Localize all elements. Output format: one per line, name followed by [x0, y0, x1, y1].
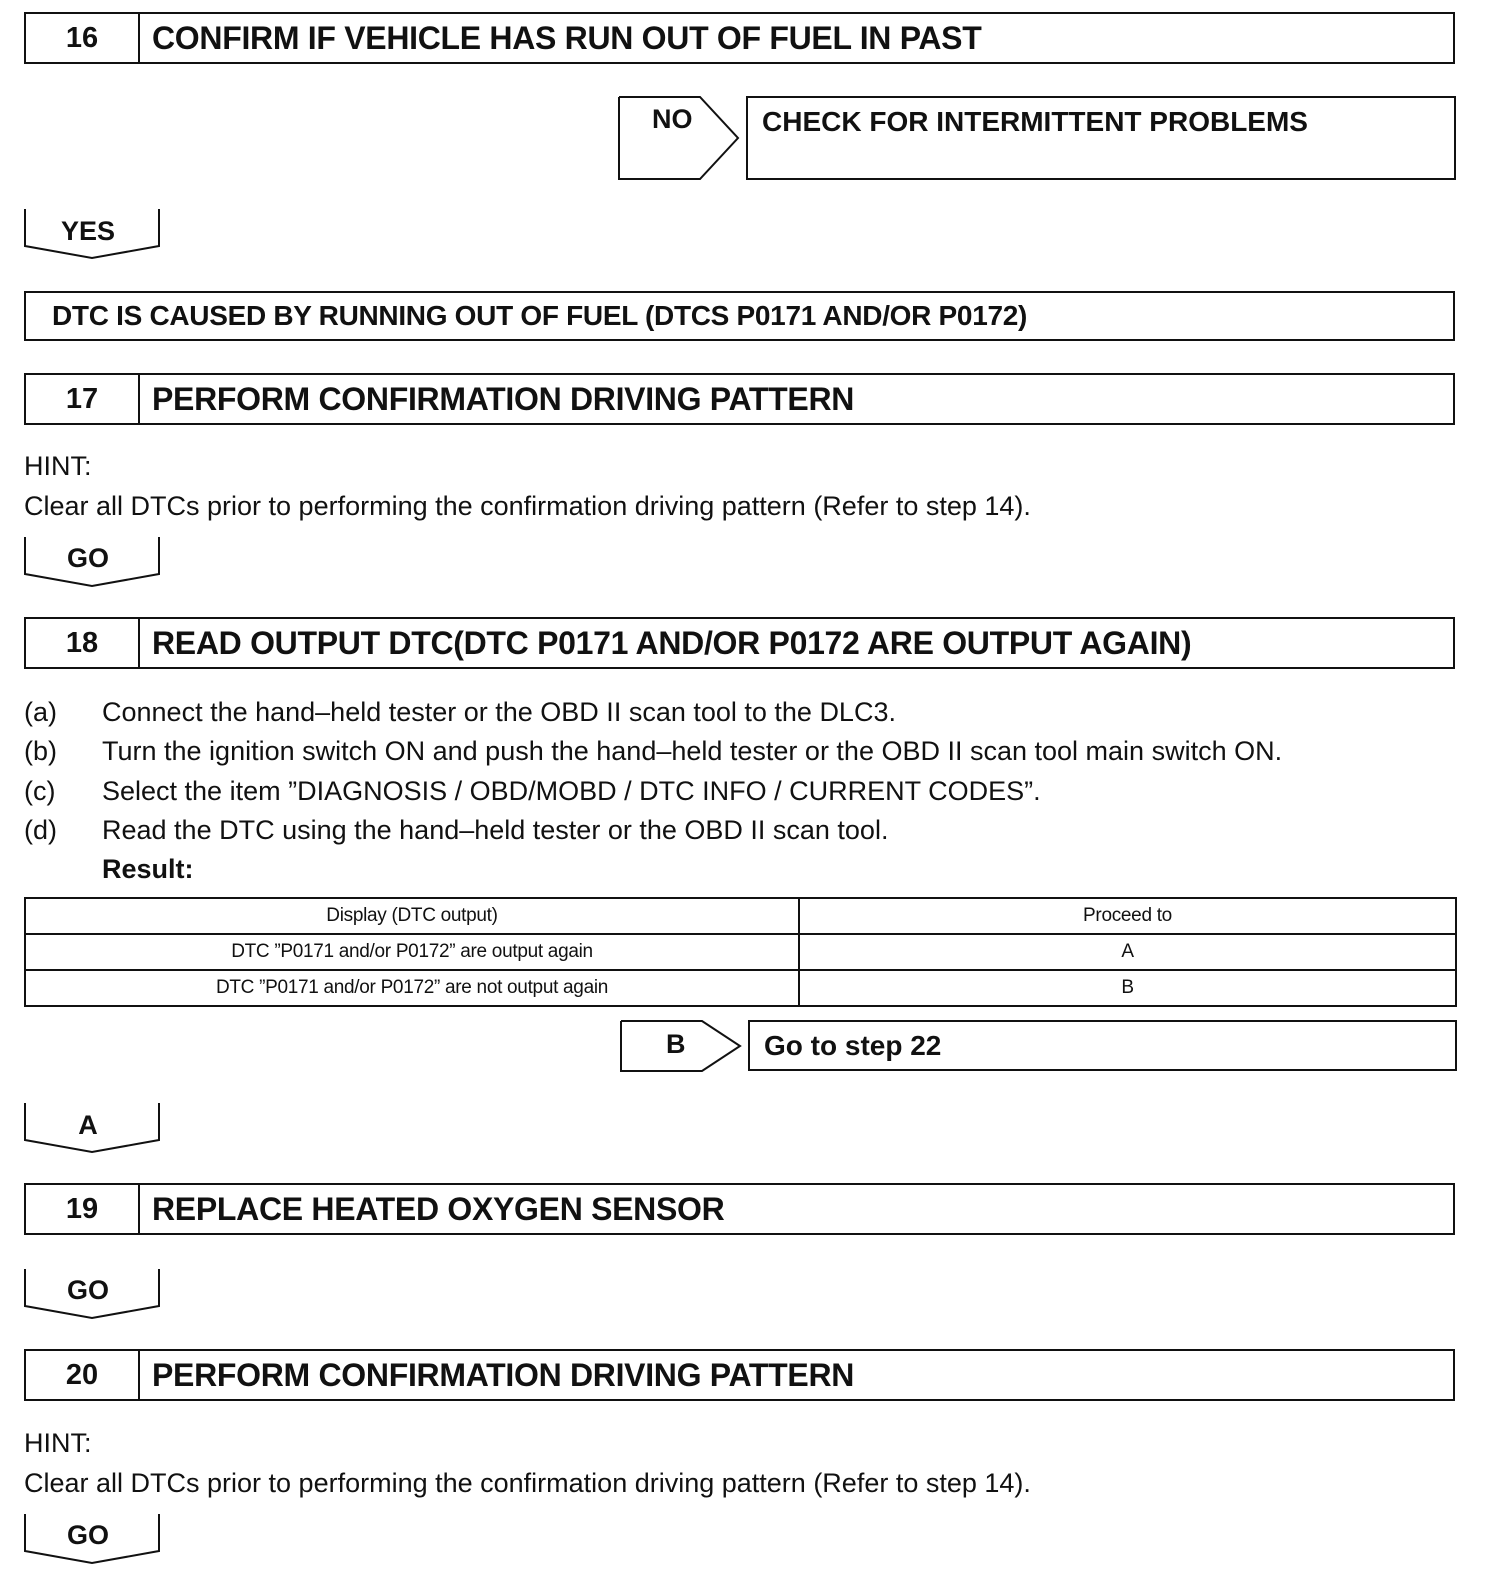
step-number: 17 [26, 375, 140, 423]
list-item-label: (a) [24, 697, 57, 727]
list-item-text: Read the DTC using the hand–held tester or the OBD II scan tool. [102, 815, 889, 845]
step-18-header [24, 617, 1455, 669]
table-header: Display (DTC output) [25, 898, 799, 934]
table-row [25, 970, 1456, 1006]
table-cell: DTC ”P0171 and/or P0172” are output again [25, 934, 799, 970]
list-item [24, 815, 888, 846]
list-item [24, 736, 1282, 767]
list-item-label: (c) [24, 776, 56, 806]
branch-label: A [78, 1110, 98, 1140]
go-label: GO [66, 1275, 109, 1305]
step-title: PERFORM CONFIRMATION DRIVING PATTERN [152, 380, 855, 417]
go-down-arrow [24, 1513, 162, 1565]
step-19-header [24, 1183, 1455, 1235]
table-cell: DTC ”P0171 and/or P0172” are not output again [25, 970, 799, 1006]
table-header: Proceed to [799, 898, 1456, 934]
hint-text: Clear all DTCs prior to performing the confirmation driving pattern (Refer to step 14). [24, 1468, 1031, 1498]
branch-label: YES [60, 216, 116, 246]
step-17-header [24, 373, 1455, 425]
step-title: PERFORM CONFIRMATION DRIVING PATTERN [152, 1356, 855, 1393]
a-down-arrow [24, 1102, 162, 1154]
branch-result-box: CHECK FOR INTERMITTENT PROBLEMS [746, 96, 1456, 180]
list-item-text: Select the item ”DIAGNOSIS / OBD/MOBD / DTC INFO / CURRENT CODES”. [102, 776, 1041, 806]
hint-text: Clear all DTCs prior to performing the confirmation driving pattern (Refer to step 14). [24, 491, 1031, 521]
step-title: REPLACE HEATED OXYGEN SENSOR [152, 1190, 725, 1227]
go-down-arrow [24, 536, 162, 588]
list-item [24, 697, 896, 728]
step-16-header [24, 12, 1455, 64]
no-branch-arrow [618, 96, 742, 180]
yes-down-arrow [24, 208, 162, 260]
list-item-text: Connect the hand–held tester or the OBD II scan tool to the DLC3. [102, 697, 896, 727]
b-branch-arrow [620, 1020, 744, 1072]
step-number: 20 [26, 1351, 140, 1399]
table-header-row [25, 898, 1456, 934]
step-title: READ OUTPUT DTC(DTC P0171 AND/OR P0172 ARE OUTPUT AGAIN) [152, 624, 1192, 661]
go-label: GO [66, 543, 109, 573]
table-cell: B [799, 970, 1456, 1006]
go-down-arrow [24, 1268, 162, 1320]
step-number: 16 [26, 14, 140, 62]
result-table [24, 897, 1457, 1007]
branch-result-box: Go to step 22 [748, 1020, 1457, 1071]
branch-label: B [666, 1029, 686, 1059]
dtc-cause-box: DTC IS CAUSED BY RUNNING OUT OF FUEL (DTCS P0171 AND/OR P0172) [24, 291, 1455, 341]
branch-label: NO [652, 104, 693, 134]
table-cell: A [799, 934, 1456, 970]
step-number: 18 [26, 619, 140, 667]
step-number: 19 [26, 1185, 140, 1233]
result-label: Result: [102, 854, 194, 884]
hint-label: HINT: [24, 451, 92, 481]
step-title: CONFIRM IF VEHICLE HAS RUN OUT OF FUEL IN PAST [152, 19, 982, 56]
table-row [25, 934, 1456, 970]
list-item-label: (d) [24, 815, 57, 845]
step-20-header [24, 1349, 1455, 1401]
hint-label: HINT: [24, 1428, 92, 1458]
list-item-text: Turn the ignition switch ON and push the hand–held tester or the OBD II scan tool main switch ON. [102, 736, 1283, 766]
go-label: GO [66, 1520, 109, 1550]
list-item-label: (b) [24, 736, 57, 766]
list-item [24, 776, 1041, 807]
